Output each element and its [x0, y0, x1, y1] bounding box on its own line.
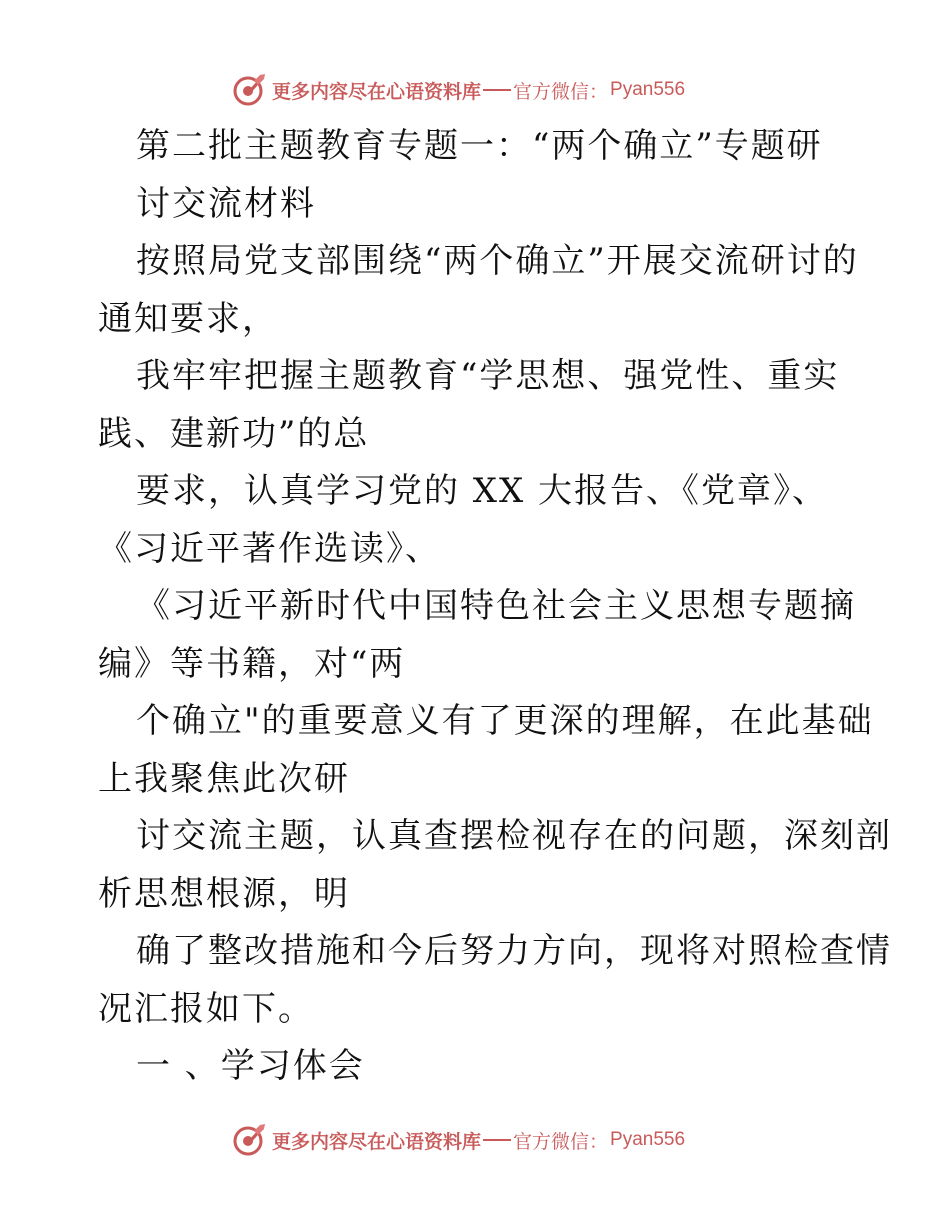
title-line-1: 第二批主题教育专题一：“两个确立”专题研 — [136, 126, 823, 166]
section-heading: 一 、学习体会 — [136, 1046, 365, 1086]
document-body — [98, 118, 892, 1096]
paragraph-line: 上我聚焦此次研 — [98, 758, 350, 799]
paragraph-line: 我牢牢把握主题教育“学思想、强党性、重实 — [136, 356, 840, 396]
banner-dash — [483, 89, 511, 91]
paragraph-line: 践、建新功”的总 — [98, 413, 370, 454]
brand-text: 更多内容尽在心语资料库 — [272, 80, 482, 103]
paragraph-line: 析思想根源，明 — [98, 873, 350, 914]
official-label: 官方微信： — [513, 1130, 609, 1153]
paragraph-line: 个确立"的重要意义有了更深的理解，在此基础 — [136, 701, 874, 741]
paragraph-line: 讨交流主题，认真查摆检视存在的问题，深刻剖 — [136, 816, 892, 856]
banner-dash — [483, 1139, 511, 1141]
footer-watermark-banner — [232, 1122, 685, 1158]
official-label: 官方微信： — [513, 80, 609, 103]
paragraph-line: 通知要求， — [98, 298, 278, 339]
paragraph-line: 《习近平新时代中国特色社会主义思想专题摘 — [136, 586, 856, 626]
wechat-id: Pyan556 — [610, 79, 686, 100]
quill-logo-icon — [232, 73, 266, 107]
paragraph-line: 况汇报如下。 — [98, 988, 314, 1029]
paragraph-line: 确了整改措施和今后努力方向，现将对照检查情 — [136, 931, 892, 971]
paragraph-line: 按照局党支部围绕“两个确立”开展交流研讨的 — [136, 241, 859, 281]
paragraph-line: 要求，认真学习党的 XX 大报告、《党章》、 — [136, 471, 829, 511]
paragraph-line: 编》等书籍，对“两 — [98, 643, 406, 684]
quill-logo-icon — [232, 1123, 266, 1157]
brand-text: 更多内容尽在心语资料库 — [272, 1130, 482, 1153]
paragraph-line: 《习近平著作选读》、 — [98, 528, 441, 569]
title-line-2: 讨交流材料 — [136, 183, 316, 224]
wechat-id: Pyan556 — [610, 1129, 686, 1150]
header-watermark-banner — [232, 72, 685, 108]
